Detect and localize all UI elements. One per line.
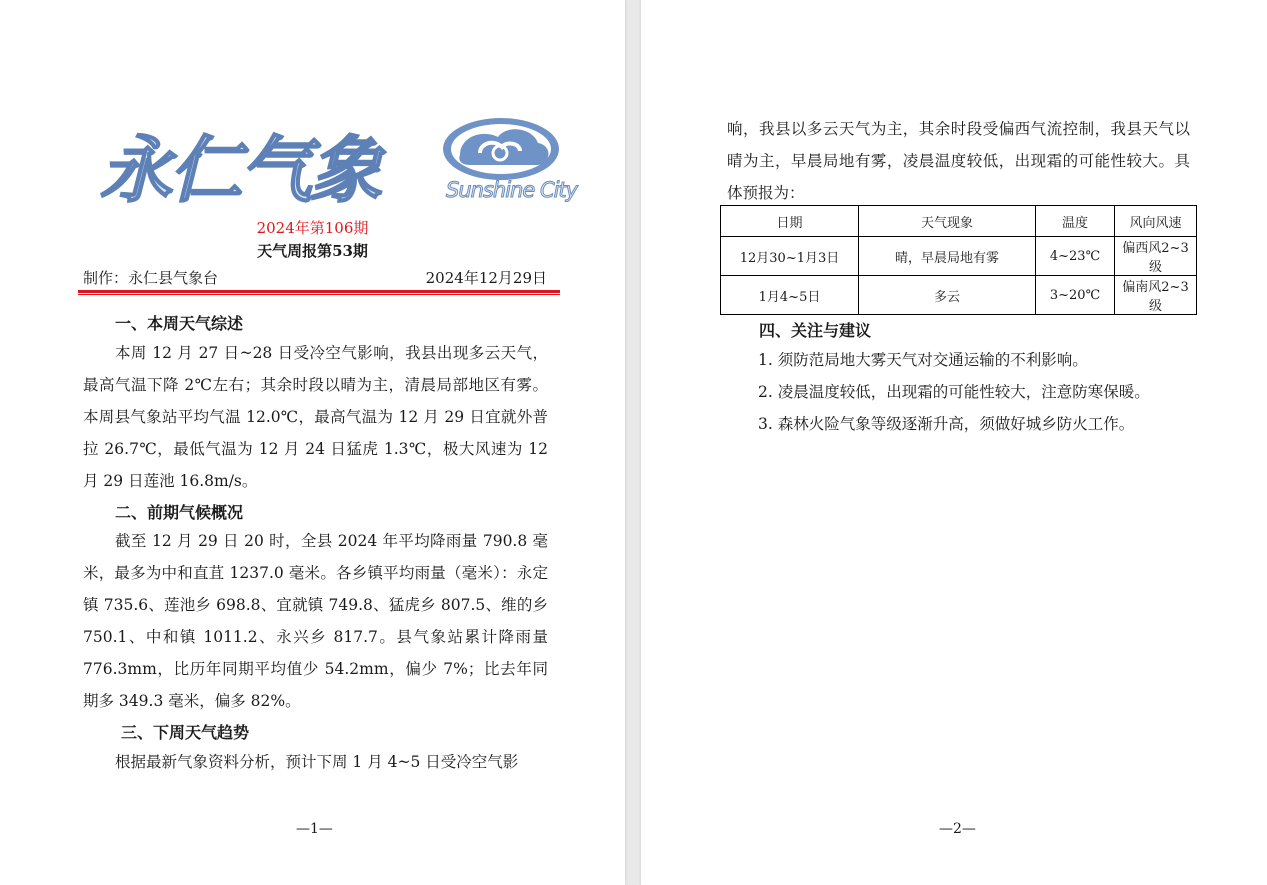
table-cell: 晴，早晨局地有雾 [859, 237, 1036, 276]
table-header-cell: 天气现象 [859, 206, 1036, 237]
table-cell: 偏南风2~3级 [1115, 276, 1197, 315]
section-1-text: 本周 12 月 27 日~28 日受冷空气影响，我县出现多云天气，最高气温下降 2℃左右；其余时段以晴为主，清晨局部地区有雾。本周县气象站平均气温 12.0℃，最高气温为 12 月 29 日宜就外普拉 26.7℃，最低气温为 12 月 24 日猛虎 1.3℃，极大风速为 12 月 29 日莲池 16.8m/s。 [83, 344, 548, 490]
section-2-heading: 二、前期气候概况 [115, 503, 244, 522]
header-divider [78, 290, 560, 293]
table-header-cell: 风向风速 [1115, 206, 1197, 237]
table-cell: 偏西风2~3级 [1115, 237, 1197, 276]
page-number-1: —1— [296, 821, 333, 837]
report-date: 2024年12月29日 [425, 269, 547, 287]
advice-item: 1. 须防范局地大雾天气对交通运输的不利影响。 [758, 351, 1088, 369]
section-3-text-part1: 根据最新气象资料分析，预计下周 1 月 4~5 日受冷空气影 [115, 753, 519, 771]
document-page-2 [641, 0, 1267, 885]
table-row [721, 237, 1197, 276]
issue-number: 2024年第106期 [256, 219, 369, 237]
section-3-heading: 三、下周天气趋势 [121, 723, 250, 742]
advice-item: 2. 凌晨温度较低，出现霜的可能性较大，注意防寒保暖。 [758, 383, 1150, 401]
table-row [721, 276, 1197, 315]
logo-title: 永仁气象 [100, 128, 381, 212]
table-header-cell: 日期 [721, 206, 859, 237]
logo-subtitle: Sunshine City [446, 178, 578, 202]
section-1-heading: 一、本周天气综述 [115, 314, 244, 333]
header-divider-thin [78, 294, 560, 295]
section-4-heading: 四、关注与建议 [759, 321, 872, 340]
section-2-text: 截至 12 月 29 日 20 时，全县 2024 年平均降雨量 790.8 毫米，最多为中和直苴 1237.0 毫米。各乡镇平均雨量（毫米）：永定镇 735.6、莲池乡 698.8、宜就镇 749.8、猛虎乡 807.5、维的乡 750.1、中和镇 1011.2、永兴乡 817.7。县气象站累计降雨量 776.3mm，比历年同期平均值少 54.2mm，偏少 7%；比去年同期多 349.3 毫米，偏多 82%。 [83, 532, 548, 710]
table-header-row [721, 206, 1197, 237]
forecast-table [720, 205, 1197, 315]
report-title: 天气周报第53期 [257, 242, 368, 260]
table-cell: 12月30~1月3日 [721, 237, 859, 276]
table-header-cell: 温度 [1036, 206, 1115, 237]
advice-item: 3. 森林火险气象等级逐渐升高，须做好城乡防火工作。 [758, 415, 1135, 433]
table-cell: 3~20℃ [1036, 276, 1115, 315]
table-cell: 1月4~5日 [721, 276, 859, 315]
document-page-1 [0, 0, 625, 885]
maker-label: 制作：永仁县气象台 [83, 269, 219, 287]
page-number-2: —2— [939, 821, 976, 837]
table-cell: 4~23℃ [1036, 237, 1115, 276]
table-cell: 多云 [859, 276, 1036, 315]
section-3-text-part2: 响，我县以多云天气为主，其余时段受偏西气流控制，我县天气以晴为主，早晨局地有雾，凌晨温度较低，出现霜的可能性较大。具体预报为： [727, 120, 1190, 202]
